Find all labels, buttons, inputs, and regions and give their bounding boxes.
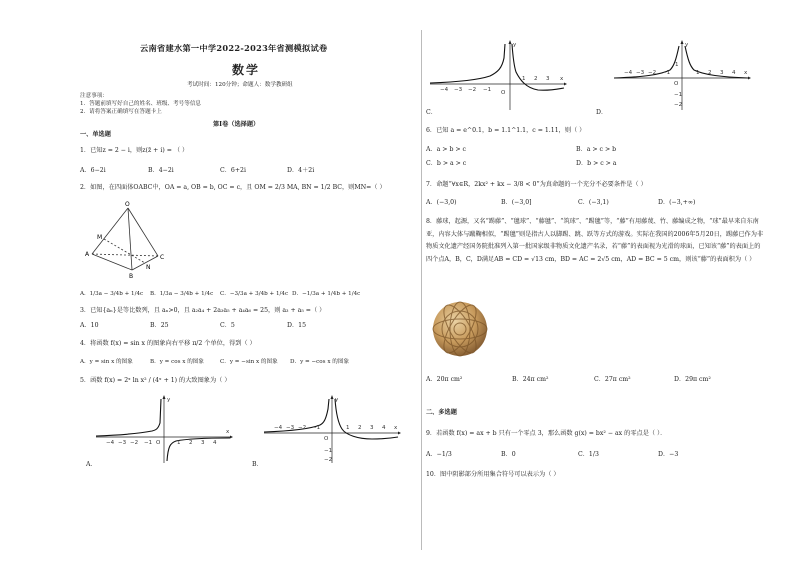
q8-option-a: A．20π cm² [426,376,463,383]
q3-option-b: B．25 [150,322,169,329]
q3-option-c: C．5 [220,322,235,329]
x-tick: 4 [732,70,736,76]
q9-option-b: B．0 [501,451,516,458]
y-axis-label: y [513,42,517,48]
q3-option-d: D．15 [287,322,307,329]
x-tick: −3 [118,440,127,446]
subject-title: 数学 [232,63,261,77]
q9-option-a: A．−1/3 [426,451,452,458]
graph-option-a [94,393,234,465]
y-tick: −1 [674,92,683,98]
x-tick: −4 [274,425,283,431]
q1-option-d: D．4＋2i [287,167,315,174]
x-tick: 2 [358,425,362,431]
q4-stem: 4．将函数 f(x) = sin x 的图象向右平移 π/2 个单位，得到（ ） [80,340,256,347]
q6-option-a: A．a > b > c [426,146,467,153]
q1-option-c: C．6+2i [220,167,246,174]
x-tick: −3 [454,87,463,93]
y-tick: −1 [324,448,333,454]
x-tick: −2 [468,87,477,93]
section-title: 一、单选题 [80,131,111,138]
left-column [80,0,418,562]
x-tick: 1 [696,70,700,76]
origin-label: O [324,436,329,442]
vertex-label-m: M [97,234,103,241]
x-tick: −1 [662,70,671,76]
x-tick: −2 [130,440,139,446]
x-tick: −1 [483,87,492,93]
q7-option-a: A．(−3,0) [426,199,457,206]
x-tick: 1 [177,440,181,446]
rattan-ball-image [430,298,490,360]
tetrahedron-figure [84,198,174,280]
q4-option-c: C．y = −sin x 的图象 [220,359,278,365]
q4-option-a: A．y = sin x 的图象 [80,359,133,365]
q6-stem: 6．已知 a = e^0.1，b = 1.1^1.1，c = 1.11，则（ ） [426,127,586,134]
x-axis-label: x [560,76,564,82]
q6-option-d: D．b > c > a [576,160,617,167]
q2-option-a: A．1/3a − 3/4b + 1/4c [80,291,144,297]
graph-option-b [262,393,402,465]
vertex-label-a: A [85,251,90,258]
graph-option-c [428,38,568,112]
notes-heading: 注意事项： [80,93,108,99]
q2-stem: 2．如图，在四面体OABC中，OA = a, OB = b, OC = c，且 OM = 2/3 MA, BN = 1/2 BC，则MN=（ ） [80,184,386,191]
y-axis-label: y [335,397,339,403]
q9-option-c: C．1/3 [578,451,599,458]
column-divider [421,30,422,550]
y-tick: −2 [674,102,683,108]
x-tick: −3 [286,425,295,431]
x-tick: −1 [144,440,153,446]
vertex-label-n: N [146,264,151,271]
exam-title: 云南省建水第一中学2022-2023年省测模拟试卷 [140,43,328,53]
x-tick: −1 [312,425,321,431]
vertex-label-o: O [125,201,130,208]
q5-option-d: D． [596,109,608,116]
x-tick: 2 [708,70,712,76]
x-tick: 1 [346,425,350,431]
graph-option-d [612,38,752,112]
q3-option-a: A．10 [80,322,99,329]
q6-option-c: C．b > a > c [426,160,467,167]
q7-option-b: B．(−3,0] [501,199,532,206]
q8-option-b: B．24π cm² [512,376,549,383]
x-tick: −4 [440,87,449,93]
x-tick: 4 [213,440,217,446]
x-tick: −2 [648,70,657,76]
q3-stem: 3．已知{aₙ}是等比数列，且 aₙ>0，且 a₂a₄ + 2a₃a₅ + a₄a₆ = 25，则 a₃ + a₅ =（ ） [80,307,326,314]
q5-stem: 5．函数 f(x) = 2ˣ ln x² / (4ˣ + 1) 的大致图象为（ ） [80,377,231,384]
q1-option-b: B．4−2i [148,167,174,174]
x-tick: 3 [201,440,205,446]
x-axis-label: x [394,425,398,431]
q8-option-d: D．29π cm² [674,376,711,383]
y-axis-label: y [167,397,171,403]
x-tick: 3 [720,70,724,76]
x-tick: 3 [370,425,374,431]
q8-stem: 8．藤球，起源，又名“踢藤”、“毽球”、“藤毽”、“筑球”、“踢毽”等，“藤”有用藤蔑、竹、藤编成之物，“球”最早来自东南亚，内容大体与蹴鞠相似，“踢毽”则是指古人以脚踢、跳、跃等方式的游戏。实际在我国的2006年5月20日，踢藤已作为非物质文化遗产经国务院批准列入第一批国家级非物质文化遗产名录，若“藤”的表面视为光滑的球面，已知该“藤”的表面上的四个点A，B，C，D满足AB = CD = √13 cm，BD = AC = 2√5 cm，AD = BC = 5 cm，则该“藤”的表面积为（ ） [426,218,764,263]
origin-label: O [674,81,679,87]
origin-label: O [156,440,161,446]
q7-option-d: D．(−3,+∞) [658,199,696,206]
x-axis-label: x [744,70,748,76]
right-column [426,0,766,562]
q9-option-d: D．−3 [658,451,679,458]
origin-label: O [501,90,506,96]
q2-option-c: C．−3/3a + 3/4b + 1/4c [220,291,289,297]
q8-option-c: C．27π cm² [594,376,631,383]
q10-stem: 10．图中阴影部分所用集合符号可以表示为（ ） [426,471,560,478]
x-tick: −3 [636,70,645,76]
y-tick: 1 [675,62,679,68]
y-axis-label: y [685,42,689,48]
vertex-label-c: C [160,254,165,261]
vertex-label-b: B [129,273,134,280]
x-tick: 1 [522,76,526,82]
x-tick: 2 [189,440,193,446]
q7-option-c: C．(−3,1) [578,199,609,206]
x-tick: 4 [382,425,386,431]
section-title: 二、多选题 [426,409,457,416]
q2-option-b: B．1/3a − 3/4b + 1/4c [150,291,214,297]
q4-option-d: D．y = −cos x 的图象 [290,359,350,365]
q1-stem: 1．已知z = 2 − i，则z(z̄ + i) = （ ） [80,147,189,154]
note-item: 1．答题前填写好自己的姓名、班级、考号等信息 [80,101,202,107]
part1-title: 第I卷（选择题） [213,121,260,128]
x-tick: −4 [624,70,633,76]
exam-info: 考试时间：120分钟；命题人：数学教研组 [187,82,293,88]
q5-option-a: A． [86,461,97,468]
x-axis-label: x [226,429,230,435]
q1-option-a: A．6−2i [80,167,106,174]
x-tick: −4 [106,440,115,446]
x-tick: 3 [546,76,550,82]
q6-option-b: B．a > c > b [576,146,617,153]
q9-stem: 9．若函数 f(x) = ax + b 只有一个零点 3，那么函数 g(x) = bx² − ax 的零点是（ ）． [426,430,667,437]
q7-stem: 7．命题“∀x∈R，2kx² + kx − 3/8 < 0”为真命题的一个充分不必要条件是（ ） [426,181,647,188]
q4-option-b: B．y = cos x 的图象 [150,359,204,365]
x-tick: −2 [298,425,307,431]
q5-option-b: B． [252,461,263,468]
q2-option-d: D．−1/3a + 1/4b + 1/4c [292,291,361,297]
note-item: 2．请将答案正确填写在答题卡上 [80,109,162,115]
q5-option-c: C． [426,109,437,116]
y-tick: −2 [324,457,333,463]
x-tick: 2 [534,76,538,82]
